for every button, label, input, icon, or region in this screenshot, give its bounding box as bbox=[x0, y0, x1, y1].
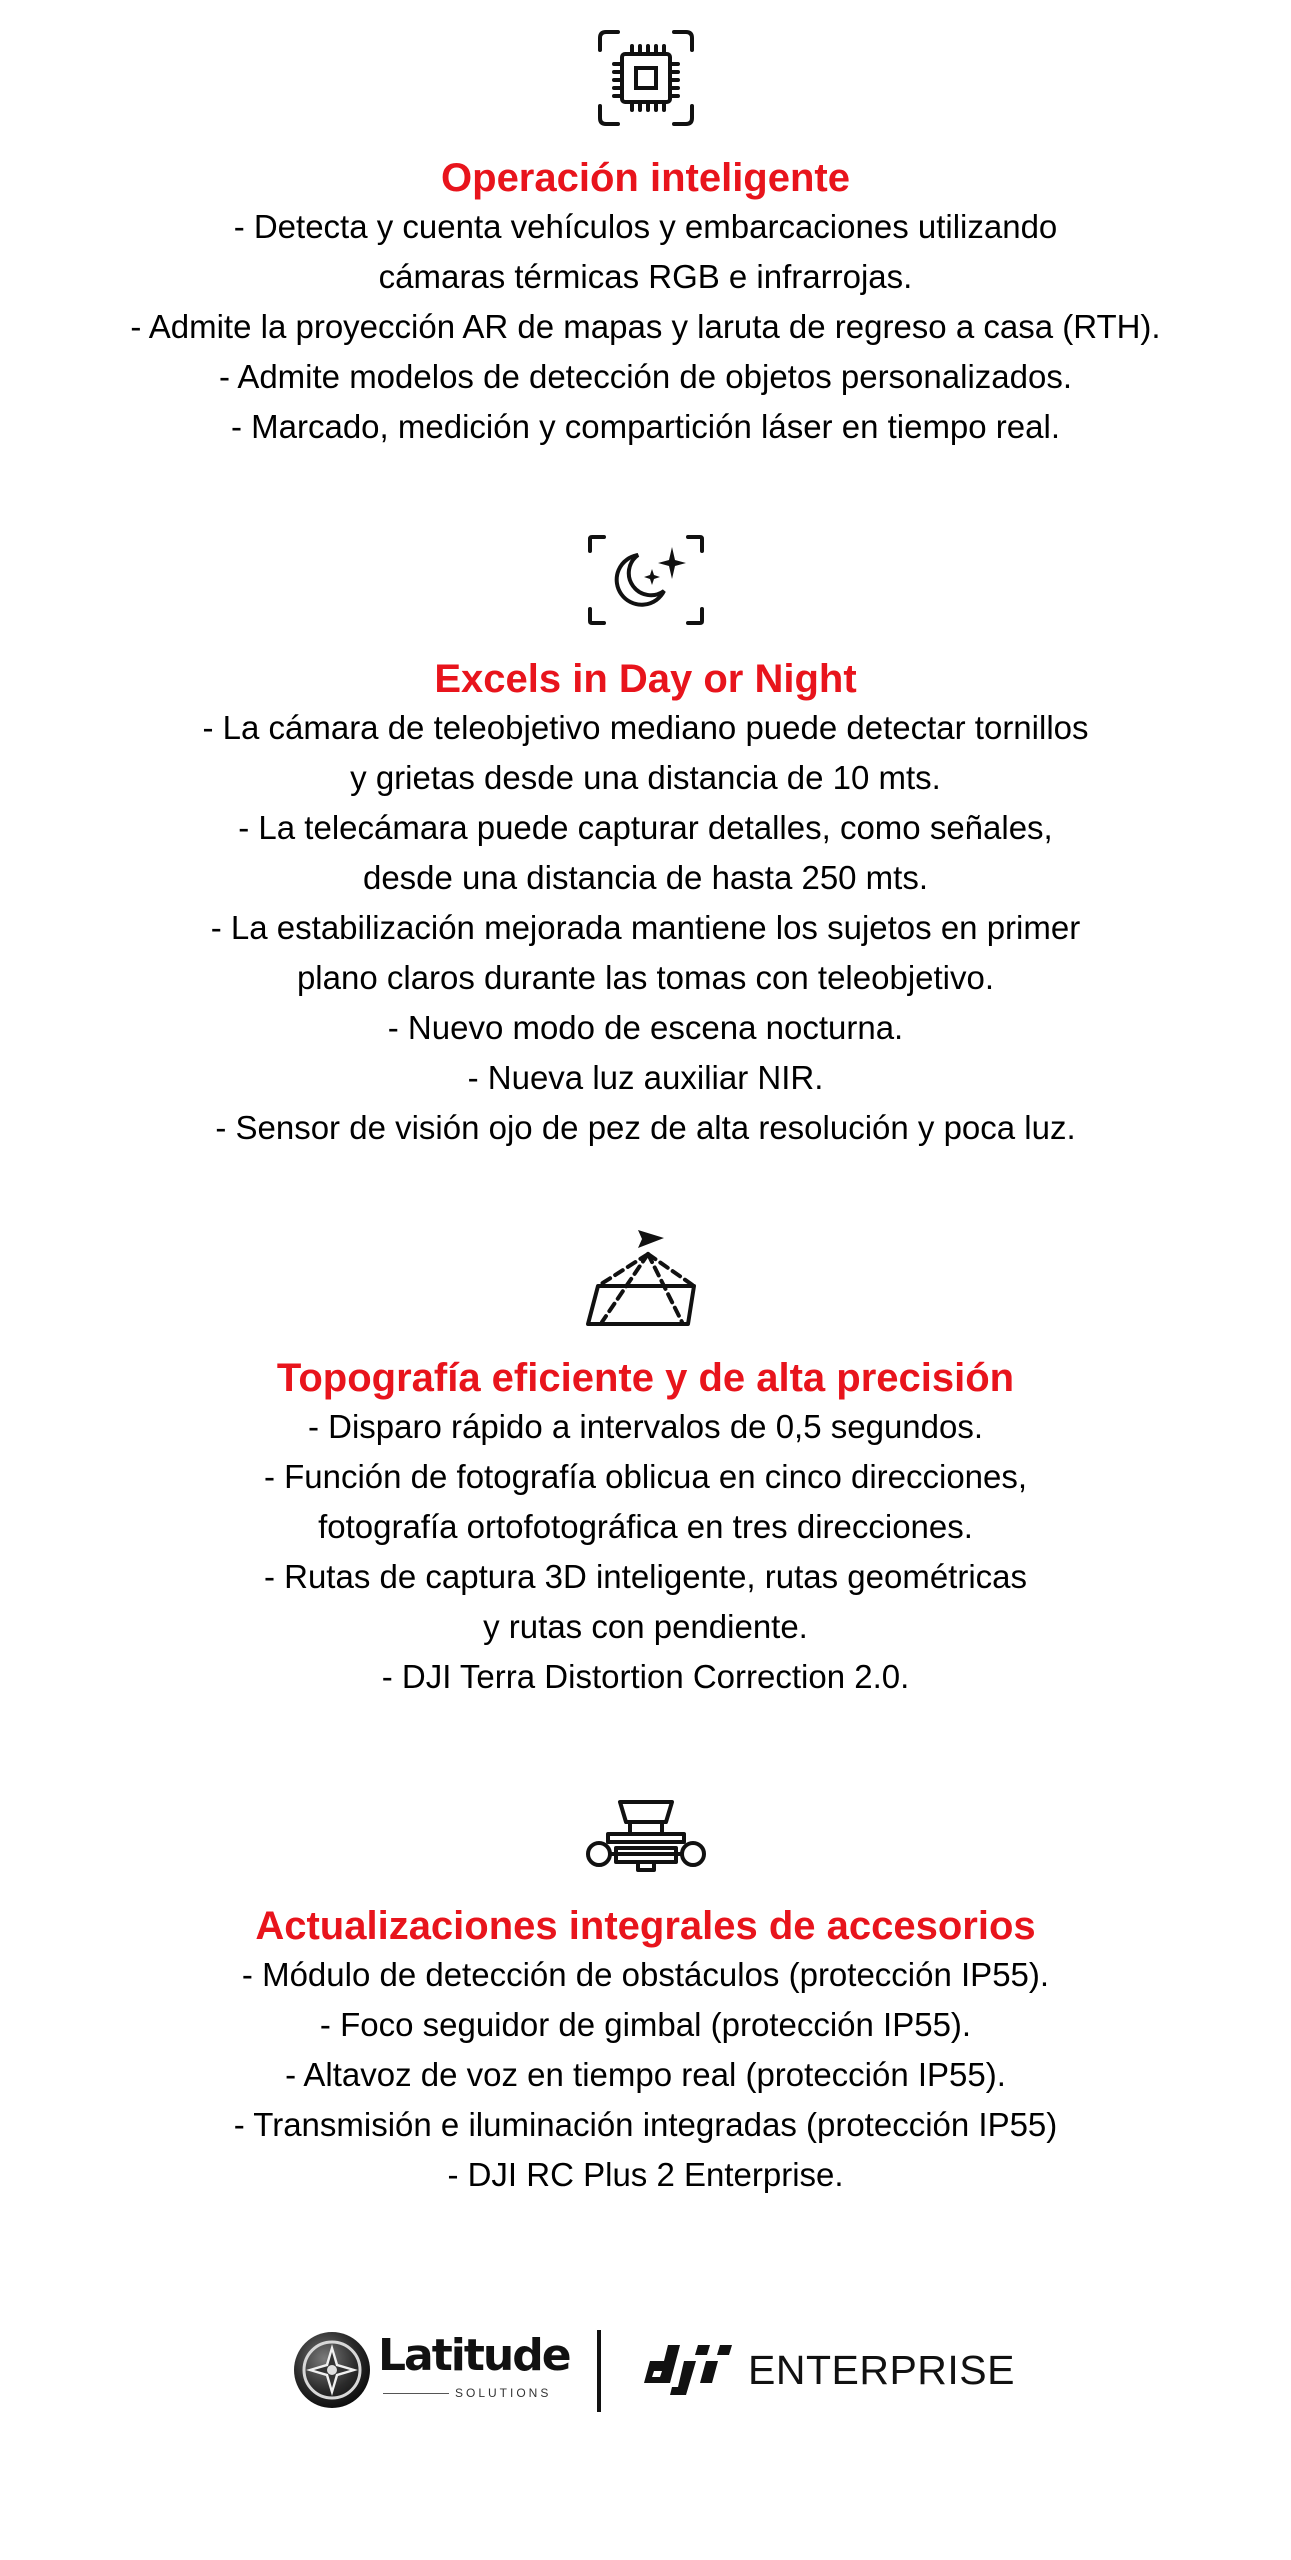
feature-line: y rutas con pendiente. bbox=[483, 1608, 808, 1645]
feature-line: - Nuevo modo de escena nocturna. bbox=[387, 1009, 904, 1046]
section-title: Operación inteligente bbox=[441, 156, 850, 200]
latitude-logo-icon bbox=[292, 2330, 372, 2410]
feature-line: - Foco seguidor de gimbal (protección IP55). bbox=[319, 2006, 972, 2043]
feature-list bbox=[0, 703, 1291, 1153]
drone-accessories-icon bbox=[586, 1800, 706, 1872]
section-day-night bbox=[0, 533, 1291, 1153]
feature-line: y grietas desde una distancia de 10 mts. bbox=[350, 759, 941, 796]
mapping-survey-icon bbox=[584, 1228, 708, 1332]
section-title: Actualizaciones integrales de accesorios bbox=[255, 1904, 1036, 1948]
section-title: Excels in Day or Night bbox=[434, 657, 857, 701]
feature-line: - Función de fotografía oblicua en cinco direcciones, bbox=[263, 1458, 1028, 1495]
feature-line: - Módulo de detección de obstáculos (protección IP55). bbox=[241, 1956, 1050, 1993]
latitude-subtitle: SOLUTIONS bbox=[455, 2386, 552, 2400]
dji-logo-icon bbox=[640, 2343, 744, 2395]
feature-line: - La estabilización mejorada mantiene los sujetos en primer bbox=[210, 909, 1081, 946]
footer-logos bbox=[0, 2325, 1291, 2415]
night-mode-icon bbox=[586, 533, 706, 627]
latitude-rule bbox=[383, 2393, 449, 2394]
feature-line: - Detecta y cuenta vehículos y embarcaciones utilizando bbox=[233, 208, 1058, 245]
processor-chip-icon bbox=[596, 28, 696, 128]
logo-divider bbox=[597, 2330, 601, 2412]
feature-list bbox=[0, 202, 1291, 452]
feature-line: - Sensor de visión ojo de pez de alta resolución y poca luz. bbox=[215, 1109, 1076, 1146]
feature-line: - Disparo rápido a intervalos de 0,5 segundos. bbox=[307, 1408, 984, 1445]
section-topography bbox=[0, 1228, 1291, 1702]
feature-list bbox=[0, 1402, 1291, 1702]
feature-line: - Transmisión e iluminación integradas (protección IP55) bbox=[233, 2106, 1058, 2143]
feature-line: - Rutas de captura 3D inteligente, rutas geométricas bbox=[263, 1558, 1028, 1595]
feature-line: - Nueva luz auxiliar NIR. bbox=[467, 1059, 824, 1096]
section-accessories bbox=[0, 1800, 1291, 2200]
feature-line: plano claros durante las tomas con teleobjetivo. bbox=[296, 959, 995, 996]
feature-line: - La cámara de teleobjetivo mediano puede detectar tornillos bbox=[202, 709, 1089, 746]
feature-line: - Altavoz de voz en tiempo real (protección IP55). bbox=[285, 2056, 1006, 2093]
section-intelligent-operation bbox=[0, 28, 1291, 452]
dji-enterprise-text: ENTERPRISE bbox=[748, 2347, 1015, 2393]
feature-list bbox=[0, 1950, 1291, 2200]
feature-line: - DJI Terra Distortion Correction 2.0. bbox=[381, 1658, 910, 1695]
feature-line: - DJI RC Plus 2 Enterprise. bbox=[447, 2156, 844, 2193]
feature-line: - Admite modelos de detección de objetos personalizados. bbox=[218, 358, 1073, 395]
feature-line: - La telecámara puede capturar detalles, como señales, bbox=[238, 809, 1053, 846]
section-title: Topografía eficiente y de alta precisión bbox=[276, 1356, 1015, 1400]
feature-line: - Admite la proyección AR de mapas y laruta de regreso a casa (RTH). bbox=[130, 308, 1161, 345]
feature-line: cámaras térmicas RGB e infrarrojas. bbox=[378, 258, 913, 295]
latitude-wordmark: Latitude bbox=[378, 2330, 570, 2381]
feature-line: - Marcado, medición y compartición láser en tiempo real. bbox=[230, 408, 1060, 445]
feature-line: desde una distancia de hasta 250 mts. bbox=[362, 859, 929, 896]
feature-line: fotografía ortofotográfica en tres direcciones. bbox=[318, 1508, 973, 1545]
